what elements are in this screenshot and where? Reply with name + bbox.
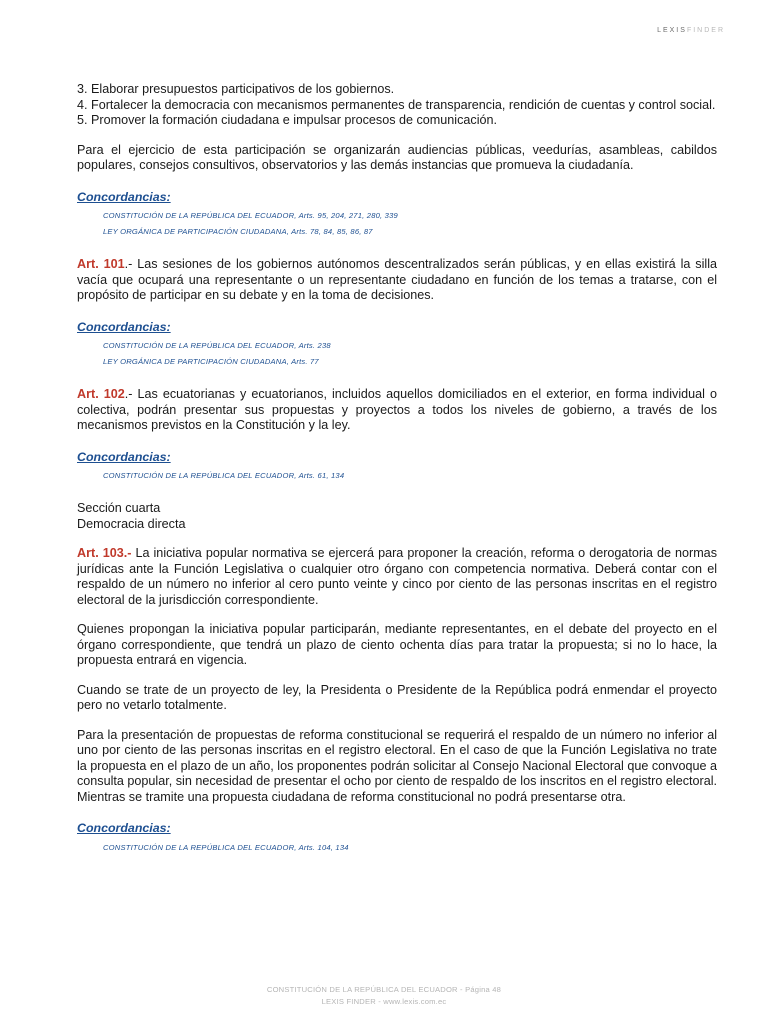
section-title: Sección cuarta [77,501,161,515]
concordancia-link[interactable]: CONSTITUCIÓN DE LA REPÚBLICA DEL ECUADOR, Arts. 95, 204, 271, 280, 339 [103,211,398,220]
article-101 [77,257,717,304]
footer-title: CONSTITUCIÓN DE LA REPÚBLICA DEL ECUADOR - Página 48 [266,985,502,994]
concordancias-heading: Concordancias: [77,449,171,464]
article-label: Art. 101 [77,257,125,271]
article-103-paragraph: Cuando se trate de un proyecto de ley, la Presidenta o Presidente de la República podrá enmendar el proyecto pero no vetarlo totalmente. [77,682,717,712]
section-subtitle: Democracia directa [77,516,186,531]
concordancias-heading: Concordancias: [77,189,171,204]
list-item: 3. Elaborar presupuestos participativos de los gobiernos. [77,82,395,96]
concordancia-link[interactable]: CONSTITUCIÓN DE LA REPÚBLICA DEL ECUADOR, Arts. 61, 134 [103,471,345,480]
concordancias-heading: Concordancias: [77,319,171,334]
article-text: .- Las sesiones de los gobiernos autónomos descentralizados serán públicas, y en ellas existirá la silla vacía que ocupará una representante o un representante ciudadano en función de los temas a tratarse, con el propósito de participar en su debate y en la toma de decisiones. [77,257,718,302]
article-103-paragraph: Para la presentación de propuestas de reforma constitucional se requerirá el respaldo de un número no inferior al uno por ciento de las personas inscritas en el registro electoral. En el caso de que la Función Legislativa no trate la propuesta en el plazo de un año, los proponentes podrán solicitar al Consejo Nacional Electoral que convoque a consulta popular, sin necesidad de presentar el ocho por ciento de respaldo de los inscritos en el registro electoral. Mientras se tramite una propuesta ciudadana de reforma constitucional no podrá presentarse otra. [77,727,717,804]
brand-dark-text: LEXIS [657,27,687,34]
article-text: .- Las ecuatorianas y ecuatorianos, incluidos aquellos domiciliados en el exterior, en forma individual o colectiva, podrán presentar sus propuestas y proyectos a todos los niveles de gobierno, a través de los mecanismos previstos en la Constitución y la ley. [77,387,717,432]
article-label: Art. 102 [77,387,125,401]
concordancias-block-2 [77,320,717,368]
concordancia-link[interactable]: CONSTITUCIÓN DE LA REPÚBLICA DEL ECUADOR, Arts. 104, 134 [103,842,349,852]
footer-site: LEXIS FINDER - www.lexis.com.ec [321,997,447,1006]
brand-light-text: FINDER [686,27,725,34]
document-body [77,82,717,855]
concordancias-block-4 [77,821,717,853]
page-footer [0,984,768,1008]
participation-paragraph: Para el ejercicio de esta participación se organizarán audiencias públicas, veedurías, asambleas, cabildos populares, consejos consultivos, observatorios y las demás instancias que promueva la ciudadanía. [77,142,717,172]
article-text: La iniciativa popular normativa se ejercerá para proponer la creación, reforma o derogatoria de normas jurídicas ante la Función Legislativa o cualquier otro órgano con competencia normativa. Deberá contar con el respaldo de un número no inferior al cero punto veinte y cinco por ciento de las personas inscritas en el registro electoral de la jurisdicción correspondiente. [77,546,717,607]
concordancias-block-3 [77,450,717,482]
list-item: 5. Promover la formación ciudadana e impulsar procesos de comunicación. [77,113,498,127]
concordancias-block-1 [77,190,717,238]
article-103 [77,546,717,608]
list-item: 4. Fortalecer la democracia con mecanismos permanentes de transparencia, rendición de cuentas y control social. [77,97,716,112]
article-103-paragraph: Quienes propongan la iniciativa popular participarán, mediante representantes, en el debate del proyecto en el órgano correspondiente, que tendrá un plazo de ciento ochenta días para tratar la propuesta; si no lo hace, la propuesta entrará en vigencia. [77,622,717,667]
concordancia-link[interactable]: CONSTITUCIÓN DE LA REPÚBLICA DEL ECUADOR, Arts. 238 [103,341,331,350]
concordancias-heading: Concordancias: [77,821,171,835]
concordancia-link[interactable]: LEY ORGÁNICA DE PARTICIPACIÓN CIUDADANA, Arts. 77 [103,357,319,366]
lexis-finder-brand [657,27,725,34]
article-label: Art. 103.- [77,546,132,560]
concordancia-link[interactable]: LEY ORGÁNICA DE PARTICIPACIÓN CIUDADANA, Arts. 78, 84, 85, 86, 87 [103,227,373,236]
article-102 [77,387,717,434]
